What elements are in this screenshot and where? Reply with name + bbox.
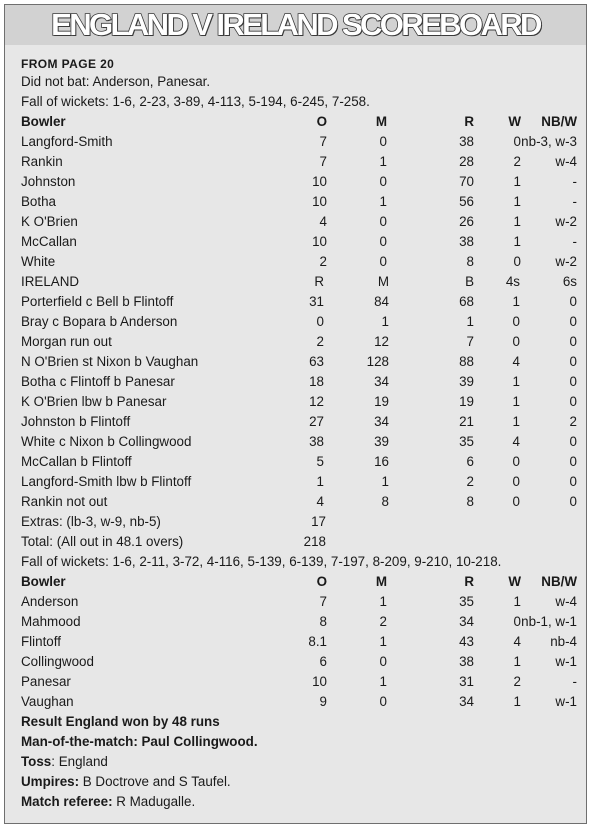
batsman-r: 12	[309, 394, 324, 409]
bowler-w: 1	[513, 594, 521, 609]
batsman-r: 4	[316, 494, 324, 509]
batsman-r: 63	[309, 354, 324, 369]
ireland-bowling-header-x: NB/W	[541, 114, 577, 129]
fall-of-wickets-ireland: Fall of wickets: 1-6, 2-11, 3-72, 4-116, 5-139, 6-139, 7-197, 8-209, 9-210, 10-218.	[21, 554, 502, 569]
ireland-bowling-header-bowler: Bowler	[21, 114, 66, 129]
ireland-bowling-header-o: O	[316, 114, 327, 129]
ireland-batting-row	[21, 412, 577, 432]
ireland-bowling-row	[21, 192, 577, 212]
title-bar	[5, 5, 586, 45]
ireland-bowling-header-r: R	[464, 114, 474, 129]
england-bowling-row	[21, 592, 577, 612]
batsman-m: 34	[374, 374, 389, 389]
umpires-value: B Doctrove and S Taufel.	[79, 774, 231, 789]
england-bowling-row	[21, 652, 577, 672]
batsman-f: 0	[512, 314, 520, 329]
bowler-m: 0	[379, 254, 387, 269]
ireland-bowling-table	[21, 112, 577, 272]
ireland-batting-row	[21, 292, 577, 312]
batsman-r: 38	[309, 434, 324, 449]
bowler-r: 35	[459, 594, 474, 609]
bowler-x: w-4	[555, 154, 577, 169]
bowler-r: 38	[459, 234, 474, 249]
batsman-dismissal: Botha c Flintoff b Panesar	[21, 374, 175, 389]
bowler-r: 34	[459, 694, 474, 709]
batsman-dismissal: McCallan b Flintoff	[21, 454, 132, 469]
bowler-o: 8	[319, 614, 327, 629]
batsman-b: 88	[459, 354, 474, 369]
bowler-r: 38	[459, 654, 474, 669]
bowler-name: White	[21, 254, 56, 269]
bowler-name: Collingwood	[21, 654, 94, 669]
batsman-s: 0	[569, 314, 577, 329]
bowler-o: 7	[319, 154, 327, 169]
batsman-m: 84	[374, 294, 389, 309]
bowler-x: w-1	[555, 654, 577, 669]
bowler-m: 0	[379, 214, 387, 229]
batsman-r: 27	[309, 414, 324, 429]
bowler-x: -	[572, 234, 577, 249]
batsman-s: 0	[569, 474, 577, 489]
fall-of-wickets-england: Fall of wickets: 1-6, 2-23, 3-89, 4-113, 5-194, 6-245, 7-258.	[21, 94, 370, 109]
referee-line	[21, 792, 577, 812]
batsman-b: 1	[466, 314, 474, 329]
england-bowling-header-w: W	[508, 574, 521, 589]
bowler-name: Johnston	[21, 174, 76, 189]
batsman-r: 1	[316, 474, 324, 489]
batsman-s: 0	[569, 334, 577, 349]
total-value: 218	[303, 534, 326, 549]
batsman-m: 34	[374, 414, 389, 429]
batsman-f: 4	[512, 354, 520, 369]
england-bowling-header-r: R	[464, 574, 474, 589]
bowler-x: -	[572, 674, 577, 689]
batsman-dismissal: Porterfield c Bell b Flintoff	[21, 294, 174, 309]
ireland-bowling-row	[21, 172, 577, 192]
batsman-b: 39	[459, 374, 474, 389]
batsman-r: 18	[309, 374, 324, 389]
batsman-r: 31	[309, 294, 324, 309]
bowler-name: Anderson	[21, 594, 79, 609]
batsman-s: 0	[569, 294, 577, 309]
bowler-m: 1	[379, 674, 387, 689]
scoreboard-panel	[4, 4, 587, 824]
england-bowling-row	[21, 672, 577, 692]
ireland-bowling-header-row	[21, 112, 577, 132]
batsman-f: 1	[512, 374, 520, 389]
ireland-batting-header-r: R	[314, 274, 324, 289]
umpires-line	[21, 772, 577, 792]
ireland-batting-row	[21, 492, 577, 512]
batsman-dismissal: N O'Brien st Nixon b Vaughan	[21, 354, 199, 369]
batsman-b: 21	[459, 414, 474, 429]
bowler-o: 10	[312, 194, 327, 209]
batsman-s: 0	[569, 494, 577, 509]
batsman-b: 6	[466, 454, 474, 469]
batsman-b: 2	[466, 474, 474, 489]
batsman-b: 7	[466, 334, 474, 349]
bowler-w: 1	[513, 194, 521, 209]
total-label: Total: (All out in 48.1 overs)	[21, 534, 184, 549]
ireland-bowling-header-m: M	[375, 114, 387, 129]
ireland-bowling-row	[21, 132, 577, 152]
bowler-o: 6	[319, 654, 327, 669]
total-row	[21, 532, 577, 552]
extras-label: Extras: (lb-3, w-9, nb-5)	[21, 514, 161, 529]
bowler-m: 2	[379, 614, 387, 629]
did-not-bat: Did not bat: Anderson, Panesar.	[21, 74, 211, 89]
umpires-label: Umpires:	[21, 774, 80, 789]
batsman-m: 128	[366, 354, 389, 369]
batsman-s: 0	[569, 434, 577, 449]
ireland-bowling-row	[21, 212, 577, 232]
bowler-x: w-2	[555, 254, 577, 269]
bowler-m: 0	[379, 694, 387, 709]
batsman-m: 19	[374, 394, 389, 409]
bowler-m: 0	[379, 234, 387, 249]
batsman-m: 1	[381, 314, 389, 329]
england-bowling-row	[21, 632, 577, 652]
ireland-batting-table	[21, 272, 577, 512]
bowler-w: 0	[513, 614, 521, 629]
bowler-o: 9	[319, 694, 327, 709]
bowler-w: 1	[513, 174, 521, 189]
bowler-o: 10	[312, 234, 327, 249]
bowler-o: 7	[319, 594, 327, 609]
bowler-m: 1	[379, 154, 387, 169]
bowler-m: 0	[379, 654, 387, 669]
batsman-dismissal: White c Nixon b Collingwood	[21, 434, 192, 449]
bowler-m: 1	[379, 594, 387, 609]
extras-row	[21, 512, 577, 532]
ireland-batting-row	[21, 332, 577, 352]
batsman-s: 0	[569, 354, 577, 369]
england-bowling-row	[21, 612, 577, 632]
batsman-dismissal: Langford-Smith lbw b Flintoff	[21, 474, 192, 489]
bowler-name: McCallan	[21, 234, 77, 249]
batsman-dismissal: K O'Brien lbw b Panesar	[21, 394, 167, 409]
bowler-r: 26	[459, 214, 474, 229]
england-bowling-header-bowler: Bowler	[21, 574, 66, 589]
bowler-r: 43	[459, 634, 474, 649]
ireland-bowling-row	[21, 232, 577, 252]
batsman-f: 1	[512, 294, 520, 309]
ireland-batting-header-team: IRELAND	[21, 274, 80, 289]
england-bowling-header-o: O	[316, 574, 327, 589]
bowler-m: 1	[379, 194, 387, 209]
bowler-x: w-4	[555, 594, 577, 609]
ireland-bowling-row	[21, 252, 577, 272]
bowler-w: 1	[513, 214, 521, 229]
ireland-batting-row	[21, 472, 577, 492]
batsman-f: 0	[512, 454, 520, 469]
referee-value: R Madugalle.	[112, 794, 196, 809]
bowler-r: 34	[459, 614, 474, 629]
batsman-f: 1	[512, 394, 520, 409]
man-of-the-match: Man-of-the-match: Paul Collingwood.	[21, 734, 258, 749]
bowler-x: -	[572, 174, 577, 189]
bowler-w: 1	[513, 234, 521, 249]
bowler-m: 0	[379, 174, 387, 189]
batsman-b: 19	[459, 394, 474, 409]
batsman-m: 8	[381, 494, 389, 509]
bowler-w: 0	[513, 134, 521, 149]
bowler-name: Mahmood	[21, 614, 81, 629]
england-bowling-header-x: NB/W	[541, 574, 577, 589]
ireland-batting-header-b: B	[465, 274, 474, 289]
bowler-r: 70	[459, 174, 474, 189]
scoreboard-title: ENGLAND V IRELAND SCOREBOARD	[51, 7, 540, 42]
ireland-batting-row	[21, 372, 577, 392]
bowler-x: nb-4	[550, 634, 577, 649]
ireland-batting-row	[21, 452, 577, 472]
batsman-b: 68	[459, 294, 474, 309]
ireland-batting-header-m: M	[377, 274, 389, 289]
referee-label: Match referee:	[21, 794, 113, 809]
batsman-s: 0	[569, 454, 577, 469]
bowler-name: Vaughan	[21, 694, 74, 709]
bowler-x: w-1	[555, 694, 577, 709]
bowler-m: 0	[379, 134, 387, 149]
match-result: Result England won by 48 runs	[21, 714, 220, 729]
bowler-name: Rankin	[21, 154, 63, 169]
batsman-dismissal: Morgan run out	[21, 334, 112, 349]
ireland-batting-header-row	[21, 272, 577, 292]
ireland-batting-header-s: 6s	[562, 274, 577, 289]
batsman-s: 0	[569, 374, 577, 389]
england-bowling-table	[21, 572, 577, 712]
batsman-dismissal: Johnston b Flintoff	[21, 414, 131, 429]
batsman-b: 8	[466, 494, 474, 509]
batsman-r: 0	[316, 314, 324, 329]
batsman-m: 12	[374, 334, 389, 349]
bowler-name: Flintoff	[21, 634, 61, 649]
batsman-s: 0	[569, 394, 577, 409]
batsman-m: 16	[374, 454, 389, 469]
bowler-w: 0	[513, 254, 521, 269]
bowler-r: 38	[459, 134, 474, 149]
bowler-name: K O'Brien	[21, 214, 78, 229]
bowler-name: Langford-Smith	[21, 134, 113, 149]
batsman-f: 0	[512, 494, 520, 509]
toss-label: Toss	[21, 754, 52, 769]
england-bowling-header-m: M	[375, 574, 387, 589]
ireland-batting-row	[21, 432, 577, 452]
from-page-label: FROM PAGE 20	[21, 57, 115, 71]
ireland-batting-header-f: 4s	[505, 274, 520, 289]
ireland-batting-row	[21, 312, 577, 332]
bowler-w: 1	[513, 654, 521, 669]
batsman-f: 0	[512, 334, 520, 349]
batsman-f: 4	[512, 434, 520, 449]
bowler-w: 4	[513, 634, 521, 649]
batsman-f: 1	[512, 414, 520, 429]
ireland-bowling-header-w: W	[508, 114, 521, 129]
scoreboard-content	[21, 56, 577, 812]
england-bowling-header-row	[21, 572, 577, 592]
batsman-dismissal: Bray c Bopara b Anderson	[21, 314, 178, 329]
bowler-o: 8.1	[308, 634, 327, 649]
ireland-bowling-row	[21, 152, 577, 172]
bowler-w: 1	[513, 694, 521, 709]
bowler-o: 10	[312, 674, 327, 689]
batsman-r: 2	[316, 334, 324, 349]
batsman-r: 5	[316, 454, 324, 469]
bowler-o: 2	[319, 254, 327, 269]
extras-value: 17	[311, 514, 326, 529]
bowler-w: 2	[513, 674, 521, 689]
batsman-f: 0	[512, 474, 520, 489]
england-bowling-row	[21, 692, 577, 712]
batsman-dismissal: Rankin not out	[21, 494, 108, 509]
bowler-name: Panesar	[21, 674, 71, 689]
bowler-r: 56	[459, 194, 474, 209]
bowler-o: 4	[319, 214, 327, 229]
toss-value: : England	[51, 754, 108, 769]
bowler-x: -	[572, 194, 577, 209]
bowler-name: Botha	[21, 194, 56, 209]
bowler-o: 10	[312, 174, 327, 189]
ireland-batting-row	[21, 392, 577, 412]
batsman-m: 1	[381, 474, 389, 489]
bowler-x: w-2	[555, 214, 577, 229]
ireland-batting-row	[21, 352, 577, 372]
bowler-r: 8	[466, 254, 474, 269]
batsman-b: 35	[459, 434, 474, 449]
bowler-w: 2	[513, 154, 521, 169]
bowler-o: 7	[319, 134, 327, 149]
bowler-x: nb-3, w-3	[521, 134, 577, 149]
toss-line	[21, 752, 577, 772]
batsman-s: 2	[569, 414, 577, 429]
bowler-m: 1	[379, 634, 387, 649]
bowler-x: nb-1, w-1	[521, 614, 577, 629]
batsman-m: 39	[374, 434, 389, 449]
bowler-r: 28	[459, 154, 474, 169]
bowler-r: 31	[459, 674, 474, 689]
